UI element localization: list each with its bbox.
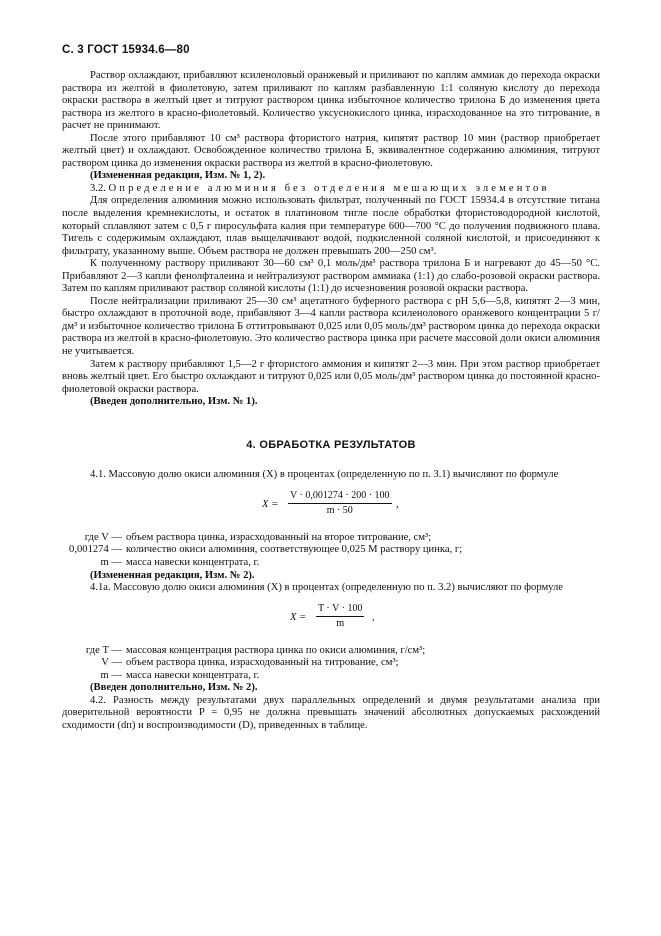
subsection-heading — [62, 183, 600, 196]
definition-symbol: где V — — [84, 531, 122, 543]
formula-fraction — [316, 603, 364, 631]
paragraph: После нейтрализации приливают 25—30 см³ ацетатного буферного раствора с рН 5,6—5,8, кипятят 2—3 мин, быстро охлаждают в проточной воде, прибавляют 3—4 капли раствора ксиленолового оранжевого концентрации 5 г/дм³ и избыточное количество трилона Б оттитровывают 0,025 или 0,05 моль/дм³ раствором цинка до перехода окраски раствора из желтой в красно-фиолетовую. Это количество раствора цинка при расчете массовой доли окиси алюминия не учитывается. — [62, 295, 600, 358]
page-header: С. 3 ГОСТ 15934.6—80 — [62, 44, 190, 56]
definition-row — [62, 557, 600, 570]
definition-row — [62, 532, 600, 545]
formula-2-definitions — [62, 645, 600, 683]
formula-1 — [62, 490, 600, 524]
definition-symbol: m — — [100, 669, 122, 681]
subsection-title: Определение алюминия без отделения мешающих элементов — [108, 182, 550, 194]
formula-denominator: m · 50 — [326, 505, 353, 517]
definition-symbol: где T — — [85, 644, 122, 656]
paragraph: Раствор охлаждают, прибавляют ксиленоловый оранжевый и приливают по каплям аммиак до перехода окраски раствора из желтой в фиолетовую, затем приливают по каплям разбавленную 1:1 соляную кислоту до перехода окраски раствора в желтый цвет и титруют раствором цинка избыточное количество трилона Б до изменения цвета раствора из желтого в красно-фиолетовый. Количество уксуснокислого цинка, израсходованное на это титрование, в расчет не принимают. — [62, 70, 600, 132]
formula-numerator: V · 0,001274 · 200 · 100 — [288, 490, 392, 505]
amendment-note: (Введен дополнительно, Изм. № 1). — [90, 396, 258, 408]
definition-text: масса навески концентрата, г. — [126, 556, 260, 568]
formula-2 — [62, 603, 600, 637]
definition-text: объем раствора цинка, израсходованный на второе титрование, см³; — [126, 531, 432, 543]
definition-row — [62, 670, 600, 683]
definition-row — [62, 544, 600, 557]
subsection-number: 3.2. — [90, 182, 106, 194]
paragraph: После этого прибавляют 10 см³ раствора фтористого натрия, кипятят раствор 10 мин (раствор приобретает желтый цвет) и охлаждают. Освобожденное количество трилона Б, эквивалентное содержанию алюминия, титруют раствором цинка до изменения окраски раствора из желтой в красно-фиолетовую. — [62, 132, 600, 169]
definition-row — [62, 657, 600, 670]
formula-1-definitions — [62, 532, 600, 570]
section-title: 4. ОБРАБОТКА РЕЗУЛЬТАТОВ — [246, 438, 416, 451]
formula-lhs: X = — [290, 611, 307, 623]
definition-symbol: V — — [101, 657, 122, 669]
document-body — [62, 70, 600, 732]
paragraph: 4.2. Разность между результатами двух параллельных определений и двумя результатами анализа при доверительной вероятности P = 0,95 не должна превышать значений абсолютных допускаемых расхождений сходимости (dп) и воспроизводимости (D), приведенных в таблице. — [62, 694, 600, 731]
paragraph: Затем к раствору прибавляют 1,5—2 г фтористого аммония и кипятят 2—3 мин. При этом раствор приобретает вновь желтый цвет. Его быстро охлаждают и титруют 0,025 или 0,05 моль/дм³ раствором цинка до постоянной красно-фиолетовой окраски раствора. — [62, 358, 600, 395]
definition-symbol: m — — [100, 556, 122, 568]
definition-text: масса навески концентрата, г. — [126, 669, 260, 681]
paragraph: Для определения алюминия можно использовать фильтрат, полученный по ГОСТ 15934.4 в отсутствие титана после выделения кремнекислоты, и остаток в платиновом тигле после обработки фтористоводородной кислотой, который сплавляют затем с 0,5 г пиросульфата калия при температуре 600—700 °С до получения подвижного плава. Тигель с содержимым охлаждают, плав выщелачивают водой, подкисленной соляной кислотой, и присоединяют к фильтрату, указанному выше. Объем раствора не должен превышать 200—250 см³. — [62, 195, 600, 257]
definition-row — [62, 645, 600, 658]
paragraph: 4.1а. Массовую долю окиси алюминия (X) в процентах (определенную по п. 3.2) вычисляют по формуле — [90, 582, 563, 594]
formula-denominator: m — [336, 618, 345, 630]
amendment-note: (Измененная редакция, Изм. № 1, 2). — [90, 170, 266, 182]
amendment-note: (Введен дополнительно, Изм. № 2). — [90, 682, 258, 694]
formula-comma: , — [396, 498, 399, 510]
definition-text: количество окиси алюминия, соответствующее 0,025 М раствору цинка, г; — [126, 544, 463, 556]
formula-lhs: X = — [262, 498, 279, 510]
paragraph: 4.1. Массовую долю окиси алюминия (X) в процентах (определенную по п. 3.1) вычисляют по формуле — [90, 469, 559, 481]
formula-numerator: T · V · 100 — [316, 603, 364, 618]
paragraph: К полученному раствору приливают 30—60 см³ 0,1 моль/дм³ раствора трилона Б и нагревают до 45—50 °С. Прибавляют 2—3 капли фенолфталеина и нейтрализуют раствором аммиака (1:1) до слабо-розовой окраски раствора. Затем по каплям приливают раствор соляной кислоты (1:1) до исчезновения розовой окраски раствора. — [62, 258, 600, 295]
definition-symbol: 0,001274 — — [69, 544, 122, 556]
definition-text: массовая концентрация раствора цинка по окиси алюминия, г/см³; — [126, 644, 426, 656]
formula-comma: , — [372, 611, 375, 623]
amendment-note: (Измененная редакция, Изм. № 2). — [90, 569, 255, 581]
formula-fraction — [288, 490, 392, 518]
definition-text: объем раствора цинка, израсходованный на титрование, см³; — [126, 657, 399, 669]
